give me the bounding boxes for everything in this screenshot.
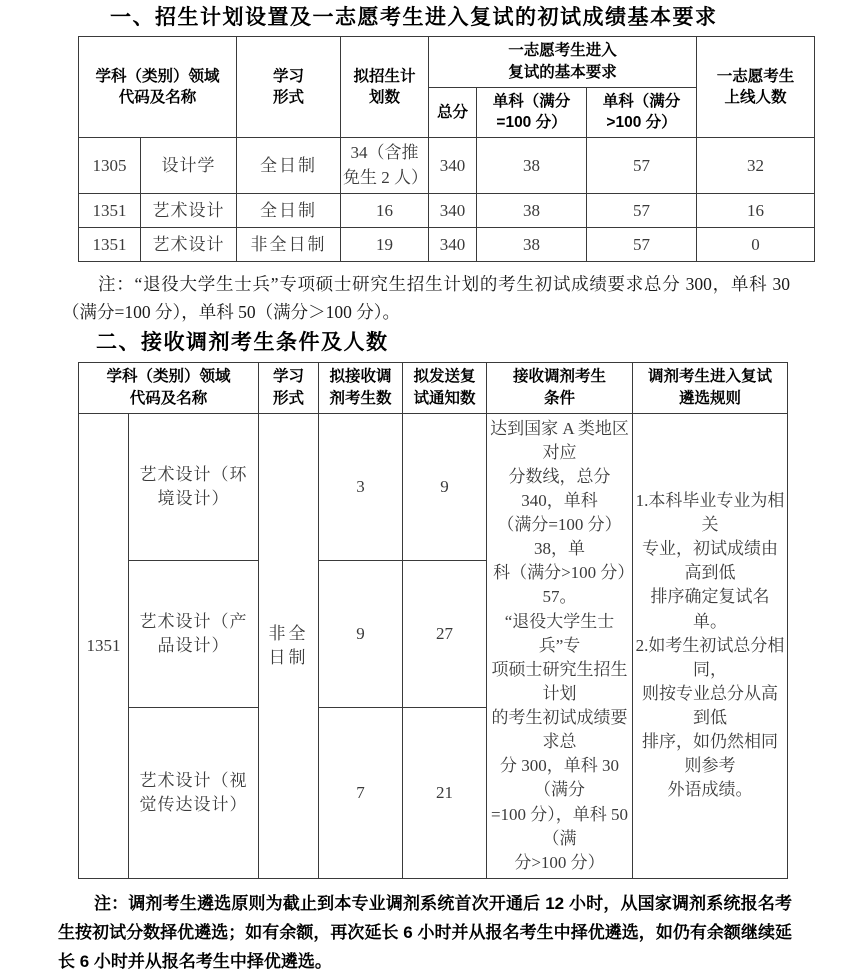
cell-accept-count: 9: [319, 560, 403, 707]
header-rules: [633, 363, 788, 413]
cell-major-line1: 艺术设计（产: [139, 611, 248, 631]
condition-line: 达到国家 A 类地区对应: [490, 418, 629, 462]
cell-name: 艺术设计: [141, 194, 237, 228]
header-notice-line2: 试通知数: [413, 389, 476, 407]
admission-plan-table: [78, 36, 815, 262]
cell-accept-count: 7: [319, 708, 403, 879]
cell-single-gt: 57: [587, 194, 697, 228]
header-online-line2: 上线人数: [724, 89, 787, 107]
cell-major-line1: 艺术设计（环: [139, 464, 248, 484]
cell-accept-count: 3: [319, 413, 403, 560]
table-header-row-1: [79, 37, 815, 87]
header-subject-line1: 学科（类别）领域: [106, 368, 231, 386]
header-study-line2: 形式: [273, 389, 305, 407]
cell-notice-count: 9: [403, 413, 487, 560]
cell-code: 1351: [79, 413, 129, 878]
admission-plan-table-wrapper: [0, 36, 862, 262]
cell-study-form: 全日制: [237, 138, 341, 194]
section-1-heading: 一、招生计划设置及一志愿考生进入复试的初试成绩基本要求: [110, 6, 718, 29]
cell-single-gt: 57: [587, 138, 697, 194]
cell-major-name: [129, 708, 259, 879]
cell-plan-count: 19: [341, 228, 429, 262]
header-condition-line1: 接收调剂考生: [513, 368, 607, 386]
cell-form-line1: 非全: [268, 623, 309, 643]
cell-code: 1305: [79, 138, 141, 194]
cell-plan-count: [341, 138, 429, 194]
header-group-line1: 一志愿考生进入: [508, 42, 617, 60]
condition-line: =100 分），单科 50（满: [490, 804, 629, 848]
cell-major-name: [129, 413, 259, 560]
rules-line: 则按专业总分从高到低: [642, 683, 779, 727]
header-single-gt-line2: >100 分）: [606, 114, 677, 132]
cell-plan-line2: 免生 2 人）: [343, 167, 429, 187]
condition-line: 分>100 分）: [514, 852, 605, 872]
rules-line: 外语成绩。: [667, 780, 753, 800]
header-accept-count: [319, 363, 403, 413]
header-online-count: [697, 37, 815, 138]
cell-single-gt: 57: [587, 228, 697, 262]
condition-line: 分 300，单科 30（满分: [500, 756, 620, 800]
cell-single-eq: 38: [477, 194, 587, 228]
header-subject-line2: 代码及名称: [118, 89, 197, 107]
header-rules-line1: 调剂考生进入复试: [648, 368, 773, 386]
condition-line: 的考生初试成绩要求总: [491, 708, 628, 752]
transfer-table-wrapper: [0, 362, 862, 879]
condition-line: 项硕士研究生招生计划: [491, 659, 628, 703]
cell-plan-line1: 34（含推: [350, 143, 419, 163]
header-single-gt-line1: 单科（满分: [602, 92, 681, 110]
cell-online-count: 32: [697, 138, 815, 194]
header-study-line1: 学习: [273, 368, 305, 386]
table-row: [79, 228, 815, 262]
section-2-note: 注：调剂考生遴选原则为截止到本专业调剂系统首次开通后 12 小时，从国家调剂系统报名考生按初试分数择优遴选；如有余额，再次延长 6 小时并从报名考生中择优遴选，如仍有余额继续延长 6 小时并从报名考生中择优遴选。: [58, 893, 792, 972]
header-single-eq-100: [477, 87, 587, 137]
header-group-line2: 复试的基本要求: [508, 64, 617, 82]
table-row: [79, 138, 815, 194]
section-1-note: 注：“退役大学生士兵”专项硕士研究生招生计划的考生初试成绩要求总分 300，单科 30（满分=100 分），单科 50（满分＞100 分）。: [62, 274, 790, 323]
header-single-gt-100: [587, 87, 697, 137]
condition-line: 分数线，总分 340，单科: [508, 466, 611, 510]
cell-major-line2: 品设计）: [157, 636, 230, 656]
header-notice-line1: 拟发送复: [413, 368, 476, 386]
header-single-eq-line1: 单科（满分: [492, 92, 571, 110]
cell-form-line2: 日制: [268, 647, 309, 667]
cell-major-line1: 艺术设计（视: [139, 770, 248, 790]
cell-code: 1351: [79, 194, 141, 228]
header-study-line1: 学习: [273, 67, 305, 85]
rules-line: 排序，如仍然相同则参考: [642, 732, 779, 776]
rules-line: 排序确定复试名单。: [650, 587, 770, 631]
condition-line: “退役大学生士兵”专: [504, 611, 615, 655]
rules-line: 2.如考生初试总分相同，: [635, 635, 785, 679]
cell-code: 1351: [79, 228, 141, 262]
cell-major-line2: 觉传达设计）: [139, 795, 248, 815]
rules-line: 专业，初试成绩由高到低: [642, 539, 779, 583]
section-2-heading: 二、接收调剂考生条件及人数: [96, 330, 389, 354]
header-condition: [487, 363, 633, 413]
condition-line: （满分=100 分）38，单: [497, 515, 622, 559]
header-online-line1: 一志愿考生: [716, 67, 795, 85]
cell-single-eq: 38: [477, 138, 587, 194]
table-row: [79, 413, 788, 560]
cell-online-count: 0: [697, 228, 815, 262]
cell-selection-rules: [633, 413, 788, 878]
cell-plan-count: 16: [341, 194, 429, 228]
cell-total-score: 340: [429, 194, 477, 228]
cell-study-form: [259, 413, 319, 878]
cell-name: 艺术设计: [141, 228, 237, 262]
header-first-choice-group: [429, 37, 697, 87]
header-study-form: [237, 37, 341, 138]
cell-study-form: 非全日制: [237, 228, 341, 262]
cell-name: 设计学: [141, 138, 237, 194]
header-study-line2: 形式: [273, 89, 305, 107]
header-study-form: [259, 363, 319, 413]
cell-single-eq: 38: [477, 228, 587, 262]
header-plan-line1: 拟招生计: [353, 67, 416, 85]
cell-study-form: 全日制: [237, 194, 341, 228]
header-single-eq-line2: =100 分）: [496, 114, 567, 132]
cell-transfer-condition: [487, 413, 633, 878]
cell-major-line2: 境设计）: [157, 488, 230, 508]
cell-total-score: 340: [429, 138, 477, 194]
cell-major-name: [129, 560, 259, 707]
header-subject-line1: 学科（类别）领域: [95, 67, 220, 85]
header-accept-line2: 剂考生数: [329, 389, 392, 407]
header-rules-line2: 遴选规则: [679, 389, 742, 407]
header-plan-line2: 划数: [369, 89, 401, 107]
header-subject-code-name: [79, 37, 237, 138]
table-row: [79, 194, 815, 228]
transfer-candidates-table: [78, 362, 788, 879]
condition-line: 科（满分>100 分）57。: [493, 563, 626, 607]
header-condition-line2: 条件: [544, 389, 576, 407]
header-accept-line1: 拟接收调: [329, 368, 392, 386]
header-plan-count: [341, 37, 429, 138]
cell-notice-count: 21: [403, 708, 487, 879]
cell-online-count: 16: [697, 194, 815, 228]
header-subject-line2: 代码及名称: [129, 389, 208, 407]
table-header-row: [79, 363, 788, 413]
cell-notice-count: 27: [403, 560, 487, 707]
cell-total-score: 340: [429, 228, 477, 262]
header-notice-count: [403, 363, 487, 413]
header-total-score: 总分: [429, 87, 477, 137]
rules-line: 1.本科毕业专业为相关: [635, 490, 785, 534]
header-subject-code-name: [79, 363, 259, 413]
